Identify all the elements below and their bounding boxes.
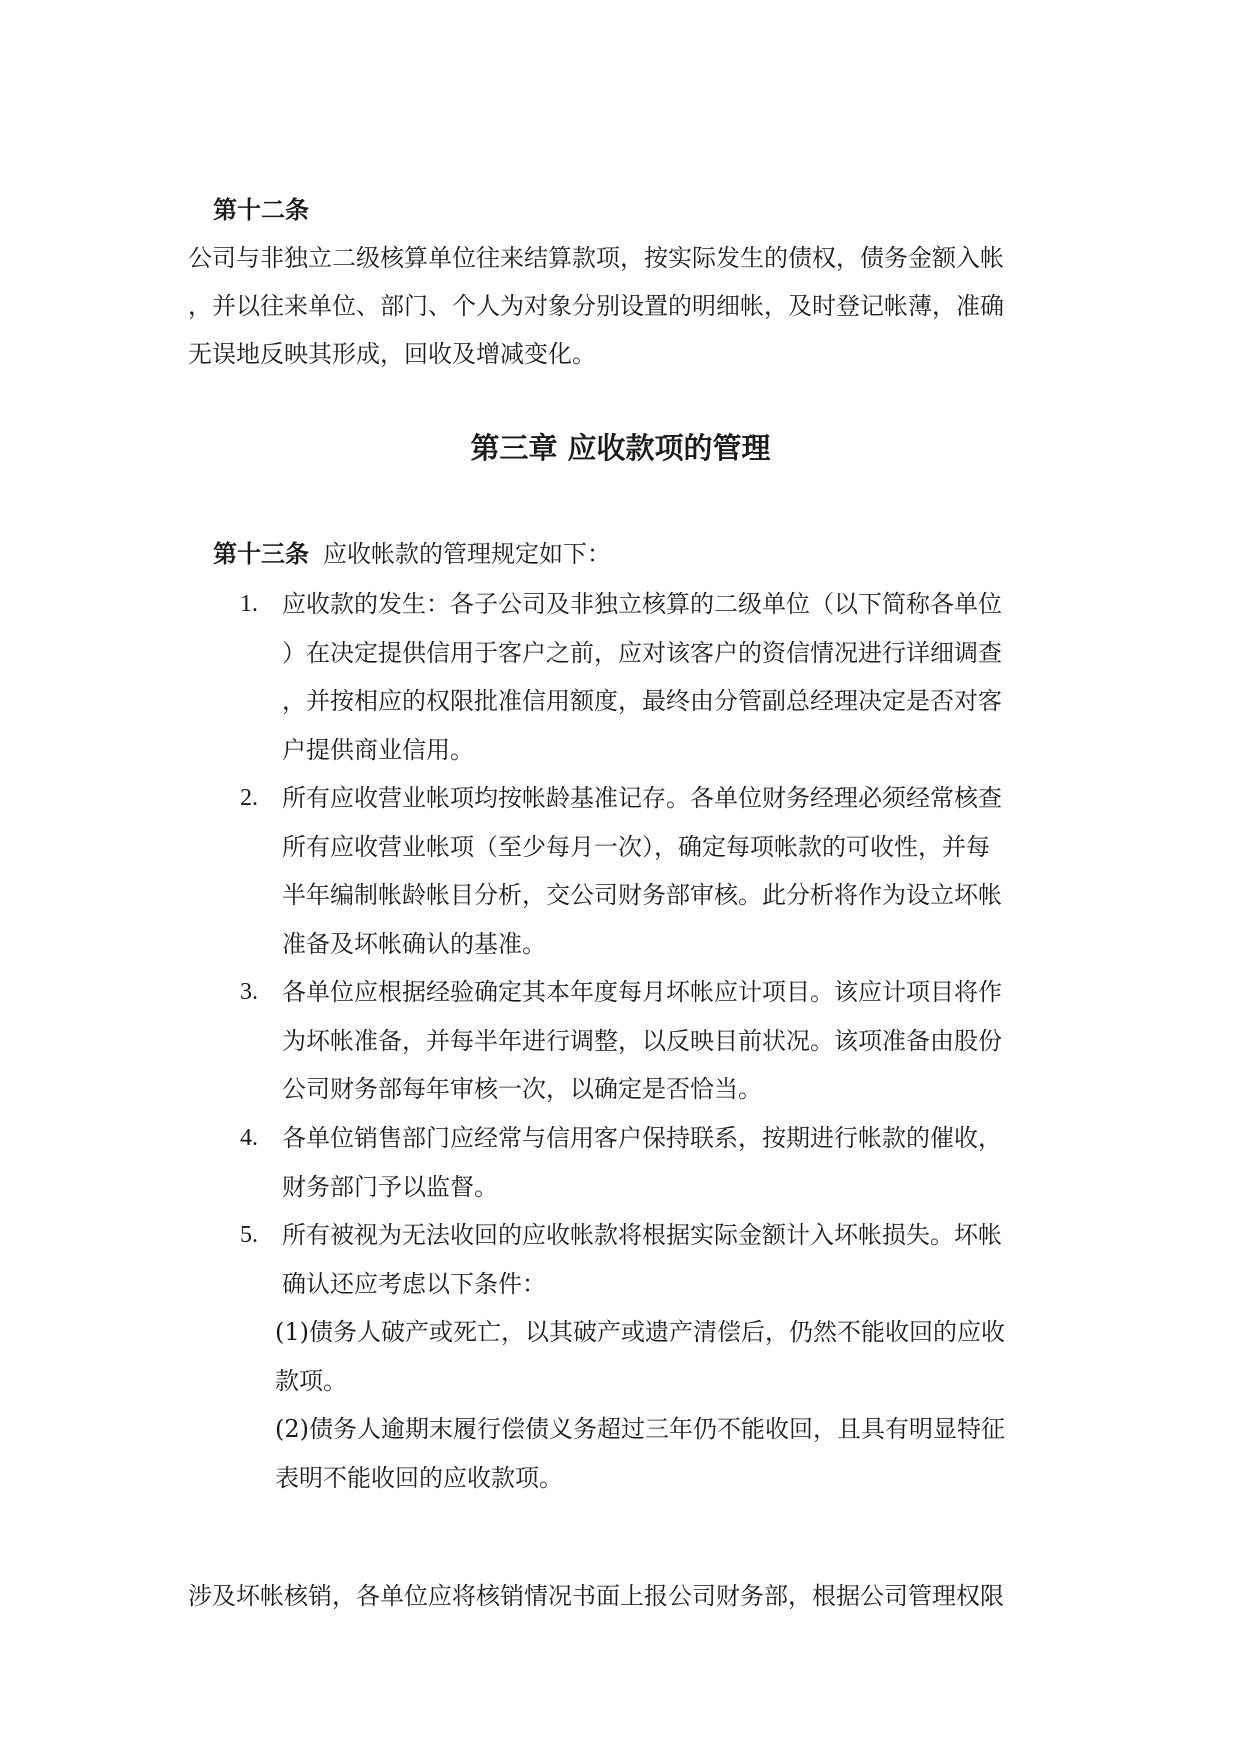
text-line: 准备及坏帐确认的基准。: [282, 929, 546, 958]
text-line: 公司与非独立二级核算单位往来结算款项，按实际发生的债权，债务金额入帐: [188, 244, 1004, 272]
list-item-number: 2.: [240, 785, 258, 811]
text-line: 无误地反映其形成，回收及增减变化。: [188, 340, 596, 368]
text-line: 财务部门予以监督。: [282, 1172, 498, 1201]
text-line: ，并以往来单位、部门、个人为对象分别设置的明细帐，及时登记帐薄，准确: [188, 292, 1004, 320]
text-line: 所有应收营业帐项（至少每月一次），确定每项帐款的可收性，并每: [282, 832, 990, 861]
text-line: 公司财务部每年审核一次，以确定是否恰当。: [282, 1075, 762, 1103]
text-line: (1)债务人破产或死亡，以其破产或遗产清偿后，仍然不能收回的应收: [275, 1318, 1005, 1346]
text-line: ）在决定提供信用于客户之前，应对该客户的资信情况进行详细调查: [282, 638, 1002, 667]
chapter-title: 第三章 应收款项的管理: [470, 431, 771, 465]
list-item-number: 4.: [240, 1125, 258, 1151]
text-line: (2)债务人逾期末履行偿债义务超过三年仍不能收回，且具有明显特征: [275, 1415, 1005, 1443]
article-13-intro: 应收帐款的管理规定如下：: [323, 540, 611, 568]
article-12-title: 第十二条: [213, 195, 309, 224]
list-item-number: 5.: [240, 1222, 258, 1248]
article-13-title: 第十三条: [213, 539, 309, 568]
text-line: 表明不能收回的应收款项。: [275, 1463, 563, 1492]
text-line: 款项。: [275, 1366, 347, 1395]
condition-item: [275, 1405, 1065, 1502]
text-line: 各单位应根据经验确定其本年度每月坏帐应计项目。该应计项目将作: [282, 978, 1002, 1006]
condition-item: [275, 1308, 1065, 1405]
text-line: 为坏帐准备，并每半年进行调整，以反映目前状况。该项准备由股份: [282, 1026, 1002, 1055]
text-line: 半年编制帐龄帐目分析，交公司财务部审核。此分析将作为设立坏帐: [282, 881, 1002, 909]
list-item-number: 1.: [240, 591, 258, 617]
text-line: 所有被视为无法收回的应收帐款将根据实际金额计入坏帐损失。坏帐: [282, 1221, 1002, 1249]
text-line: 确认还应考虑以下条件：: [282, 1269, 546, 1298]
final-paragraph-line: 涉及坏帐核销，各单位应将核销情况书面上报公司财务部，根据公司管理权限: [188, 1582, 1004, 1610]
text-line: ，并按相应的权限批准信用额度，最终由分管副总经理决定是否对客: [282, 687, 1002, 715]
text-line: 应收款的发生：各子公司及非独立核算的二级单位（以下简称各单位: [282, 590, 1002, 618]
article-12-body: [188, 234, 1050, 378]
list-item-number: 3.: [240, 979, 258, 1005]
article-13-heading: [213, 538, 611, 570]
text-line: 所有应收营业帐项均按帐龄基准记存。各单位财务经理必须经常核查: [282, 784, 1002, 812]
text-line: 各单位销售部门应经常与信用客户保持联系，按期进行帐款的催收，: [282, 1124, 1002, 1152]
text-line: 户提供商业信用。: [282, 735, 474, 764]
